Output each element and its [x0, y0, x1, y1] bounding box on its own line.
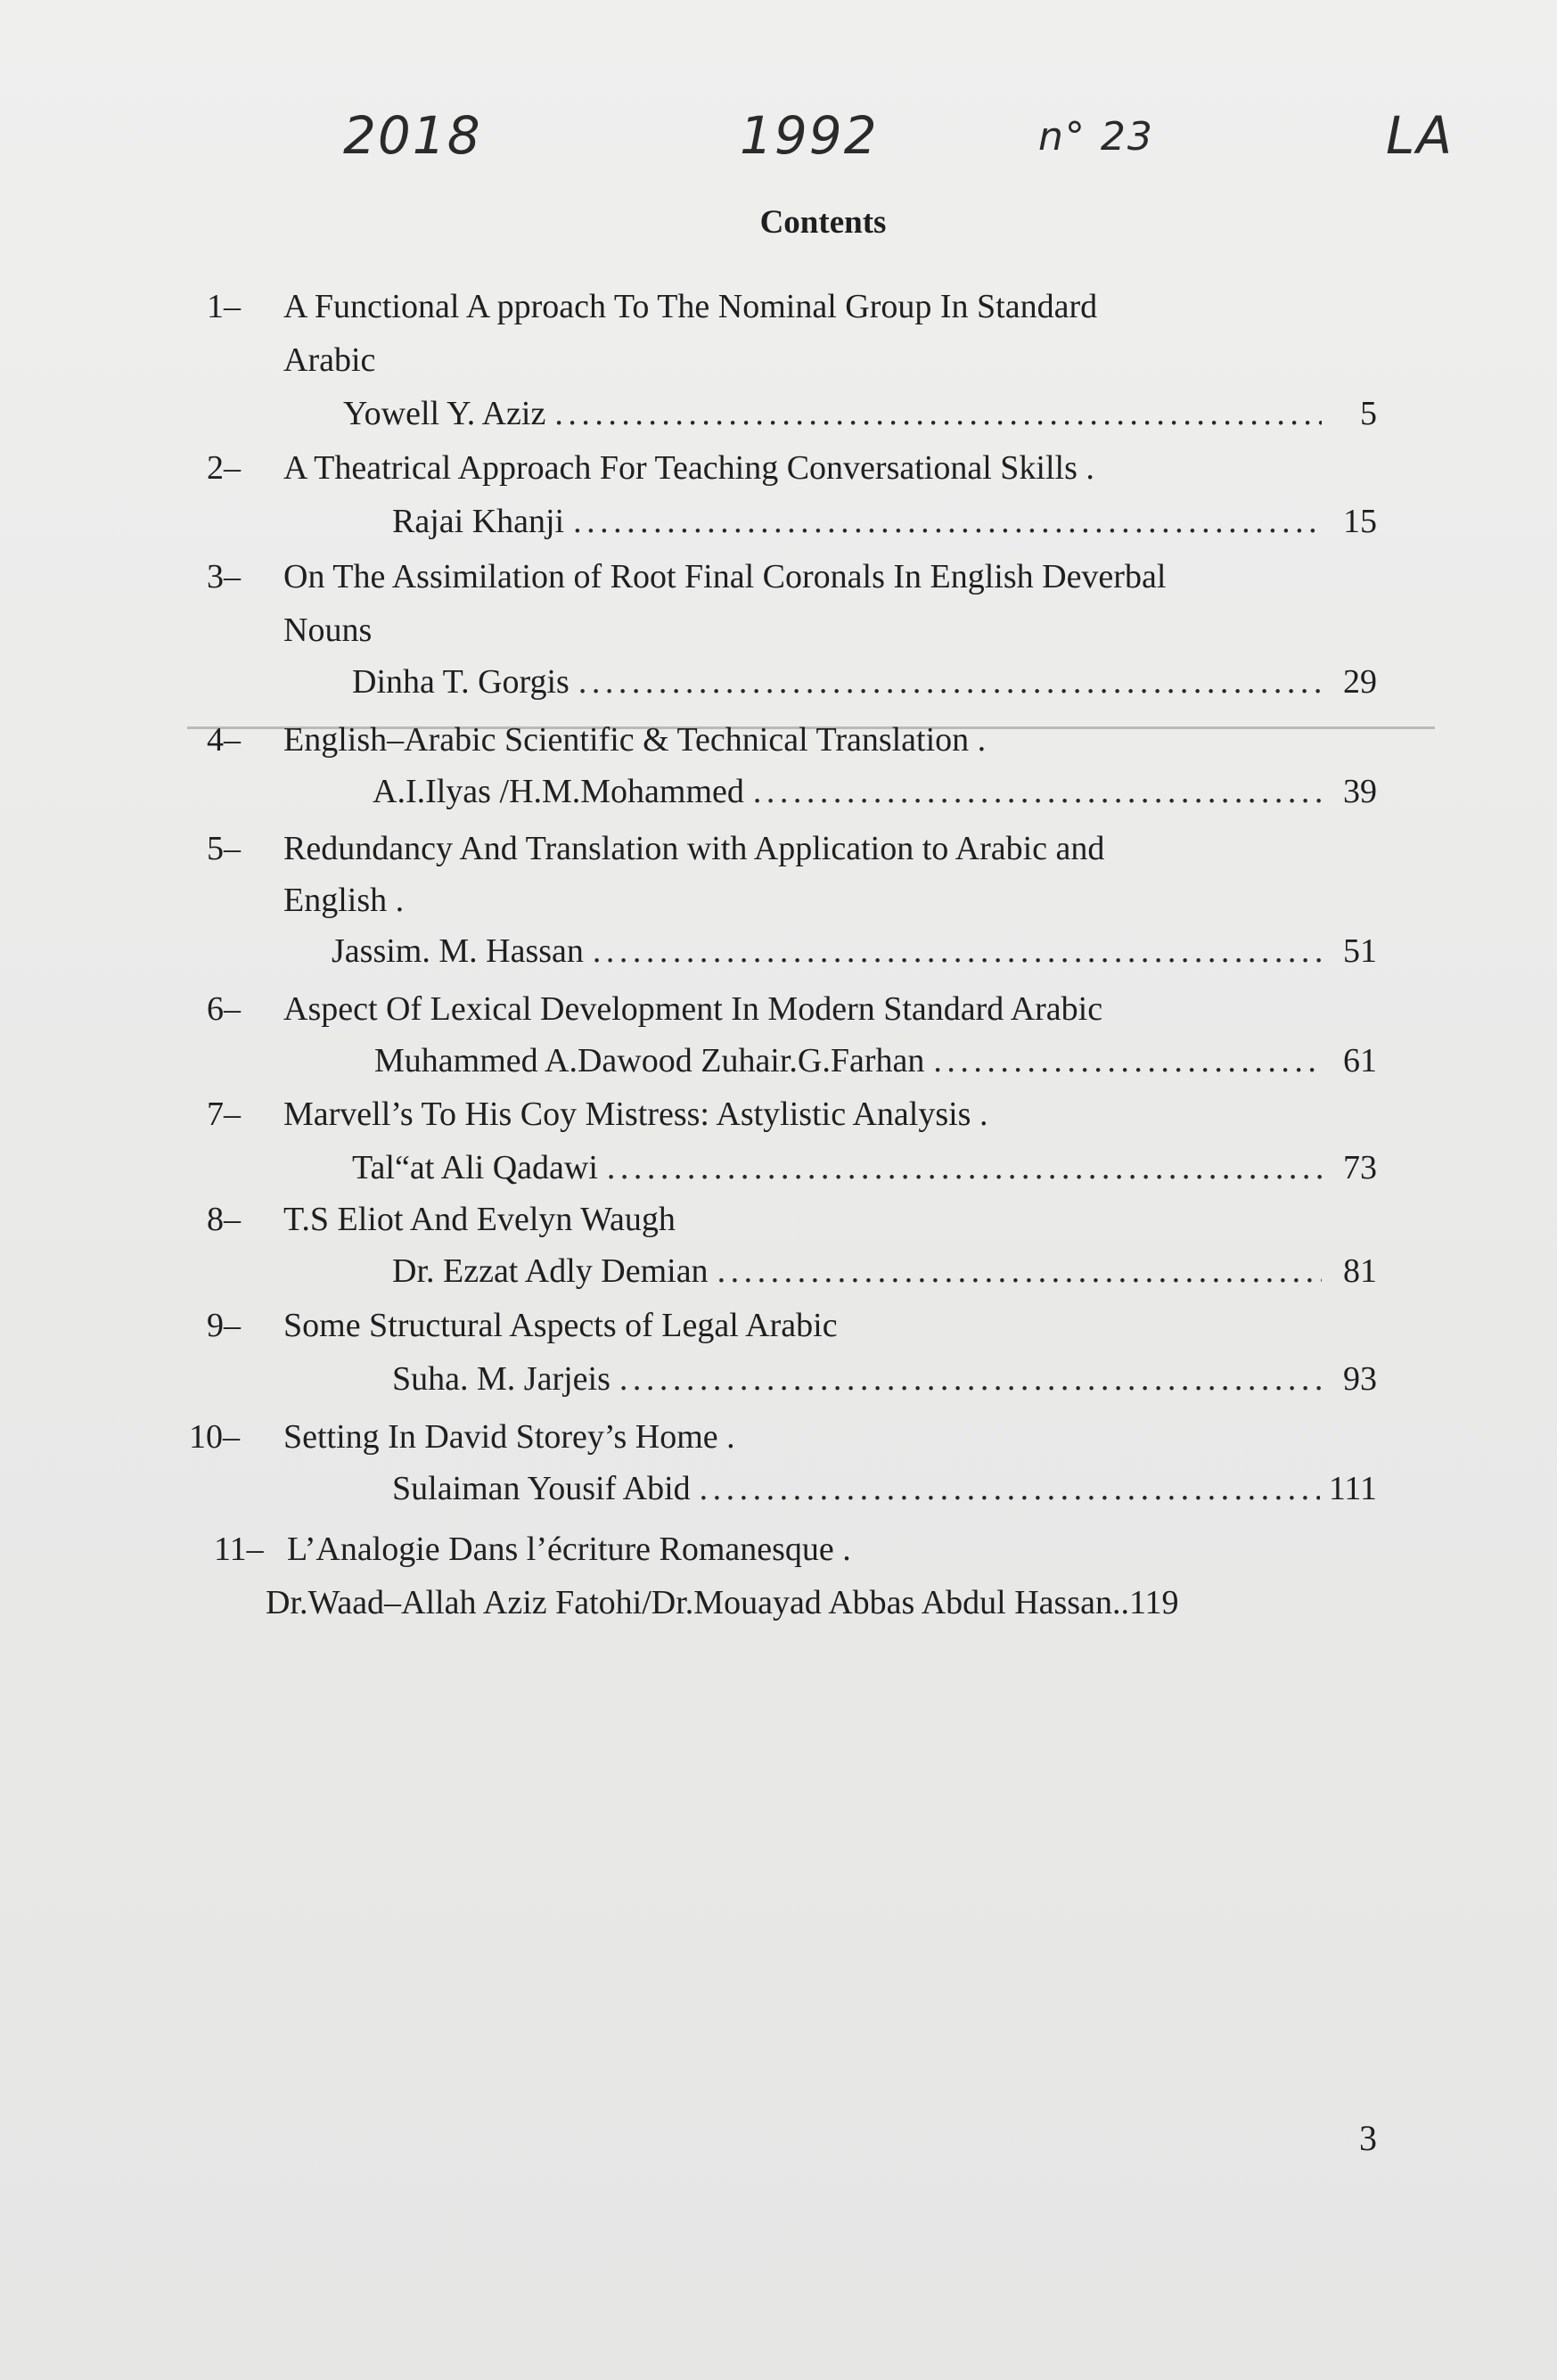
entry-number: 7– — [207, 1096, 241, 1133]
handwritten-note: 2018 — [343, 105, 482, 166]
entry-author-line — [332, 931, 1377, 971]
entry-author: Dinha T. Gorgis — [352, 663, 570, 701]
handwritten-note: 1992 — [740, 105, 879, 166]
entry-page: 73 — [1343, 1149, 1377, 1186]
handwritten-note: n° 23 — [1038, 114, 1154, 160]
leader-dots — [753, 772, 1322, 811]
entry-author-line — [392, 502, 1377, 541]
entry-title-line: Marvell’s To His Coy Mistress: Astylistic Analysis . — [283, 1096, 988, 1133]
entry-author-line — [392, 1469, 1377, 1508]
leader-dots — [700, 1469, 1320, 1508]
entry-author: Rajai Khanji — [392, 503, 565, 540]
page-number: 3 — [1359, 2118, 1377, 2158]
entry-page: 5 — [1360, 395, 1377, 432]
entry-number: 3– — [207, 558, 241, 595]
entry-page: 29 — [1343, 663, 1377, 701]
entry-title-line: Setting In David Storey’s Home . — [283, 1418, 735, 1456]
leader-dots — [619, 1359, 1322, 1399]
entry-page: 81 — [1343, 1252, 1377, 1290]
entry-page: 39 — [1343, 773, 1377, 810]
entry-author: Tal“at Ali Qadawi — [352, 1149, 598, 1186]
entry-title-line: T.S Eliot And Evelyn Waugh — [283, 1201, 676, 1238]
entry-author-line — [266, 1583, 1377, 1622]
entry-title-line: Redundancy And Translation with Application to Arabic and — [283, 830, 1105, 867]
entry-title-line: A Functional A pproach To The Nominal Group In Standard — [283, 288, 1098, 325]
leader-dots — [573, 502, 1322, 541]
entry-page: 93 — [1343, 1360, 1377, 1398]
entry-page: 15 — [1343, 503, 1377, 540]
entry-author-line — [374, 1041, 1377, 1080]
entry-page: 119 — [1128, 1584, 1179, 1621]
entry-title-line: English–Arabic Scientific & Technical Translation . — [283, 721, 987, 759]
entry-number: 1– — [207, 288, 241, 325]
entry-title-line: Aspect Of Lexical Development In Modern Standard Arabic — [283, 990, 1103, 1028]
entry-number: 9– — [207, 1307, 241, 1344]
entry-author: Dr. Ezzat Adly Demian — [392, 1252, 709, 1290]
entry-author-line — [352, 662, 1377, 702]
entry-author: Suha. M. Jarjeis — [392, 1360, 611, 1398]
leader-dots — [578, 662, 1322, 702]
entry-title-line: On The Assimilation of Root Final Coronals In English Deverbal — [283, 558, 1167, 595]
entry-author-line — [373, 772, 1377, 811]
entry-number: 4– — [207, 721, 241, 759]
entry-author: Sulaiman Yousif Abid — [392, 1470, 691, 1507]
entry-number: 2– — [207, 449, 241, 487]
entry-title-line: Some Structural Aspects of Legal Arabic — [283, 1307, 838, 1344]
entry-page: 61 — [1343, 1042, 1377, 1079]
entry-title-line: Nouns — [283, 611, 373, 649]
entry-number: 8– — [207, 1201, 241, 1238]
contents-heading: Contents — [759, 204, 887, 241]
entry-author-line — [392, 1359, 1377, 1399]
entry-author-line — [343, 394, 1377, 433]
entry-author: Muhammed A.Dawood Zuhair.G.Farhan — [374, 1042, 925, 1079]
entry-page: 51 — [1343, 932, 1377, 970]
entry-title-line: L’Analogie Dans l’écriture Romanesque . — [287, 1531, 851, 1568]
entry-author-line — [392, 1252, 1377, 1291]
leader-dots — [933, 1041, 1322, 1080]
entry-author: A.I.Ilyas /H.M.Mohammed — [373, 773, 744, 810]
entry-number: 5– — [207, 830, 241, 867]
leader-dots — [607, 1148, 1322, 1187]
entry-title-line: English . — [283, 882, 405, 919]
entry-author: Dr.Waad–Allah Aziz Fatohi/Dr.Mouayad Abbas Abdul Hassan.. — [266, 1584, 1129, 1621]
entry-author: Yowell Y. Aziz — [343, 395, 546, 432]
entry-title-line: Arabic — [283, 341, 376, 379]
leader-dots — [593, 931, 1322, 971]
entry-number: 10– — [189, 1418, 240, 1456]
entry-author-line — [352, 1148, 1377, 1187]
entry-title-line: A Theatrical Approach For Teaching Conversational Skills . — [283, 449, 1094, 487]
entry-author: Jassim. M. Hassan — [332, 932, 584, 970]
entry-number: 6– — [207, 990, 241, 1028]
entry-number: 11– — [214, 1531, 264, 1568]
leader-dots — [717, 1252, 1322, 1291]
handwritten-note: LA — [1386, 105, 1454, 166]
entry-page: 111 — [1328, 1470, 1377, 1507]
leader-dots — [554, 394, 1322, 433]
